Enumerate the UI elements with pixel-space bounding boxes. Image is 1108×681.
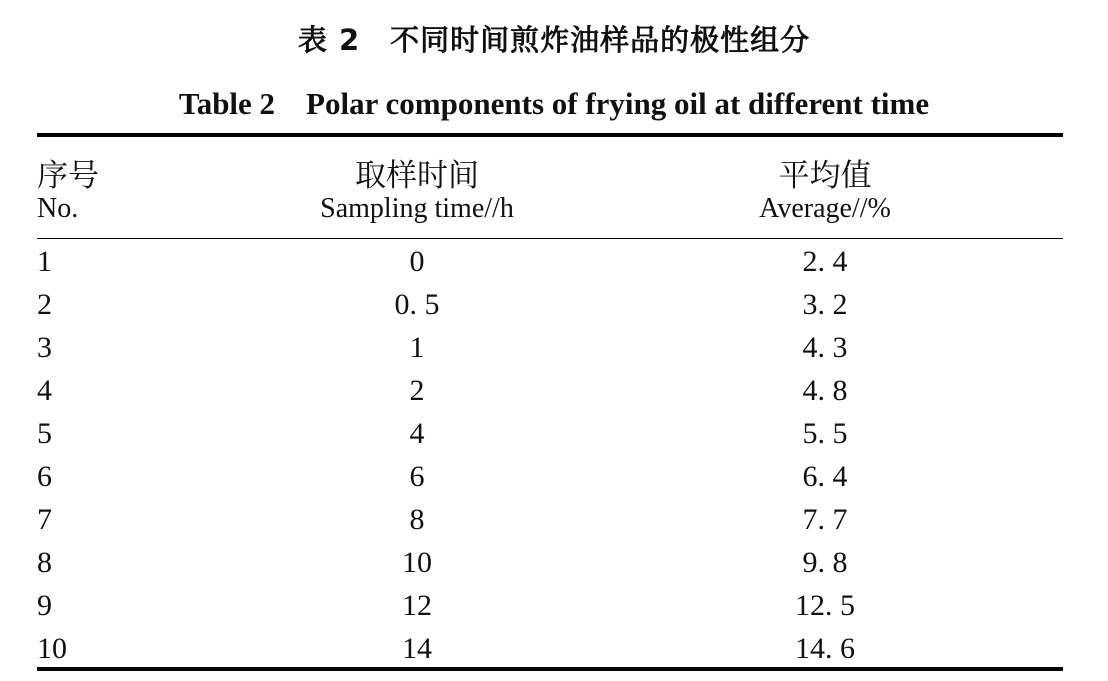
table-row — [0, 241, 1108, 284]
cell-no: 4 — [37, 374, 52, 407]
cell-avg: 6. 4 — [802, 460, 848, 493]
table-row — [0, 585, 1108, 628]
table-row — [0, 370, 1108, 413]
cell-time: 14 — [402, 632, 432, 665]
cell-avg: 12. 5 — [795, 589, 855, 622]
cell-no: 8 — [37, 546, 52, 579]
cell-time: 12 — [402, 589, 432, 622]
cell-no: 10 — [37, 632, 67, 665]
table-body — [0, 241, 1108, 671]
cell-no: 9 — [37, 589, 52, 622]
cell-avg: 4. 3 — [802, 331, 848, 364]
cell-time: 10 — [402, 546, 432, 579]
cell-time: 6 — [409, 460, 425, 493]
header-avg-cn: 平均值 — [778, 158, 872, 194]
table-row — [0, 628, 1108, 671]
cell-avg: 3. 2 — [802, 288, 848, 321]
table-row — [0, 413, 1108, 456]
header-rule — [37, 238, 1063, 239]
cell-avg: 5. 5 — [802, 417, 848, 450]
cell-no: 2 — [37, 288, 52, 321]
cell-time: 8 — [409, 503, 425, 536]
bottom-rule — [37, 667, 1063, 671]
cell-avg: 9. 8 — [802, 546, 848, 579]
header-avg-en: Average//% — [759, 193, 891, 224]
table-row — [0, 456, 1108, 499]
cell-avg: 7. 7 — [802, 503, 848, 536]
cell-avg: 4. 8 — [802, 374, 848, 407]
cell-time: 1 — [409, 331, 425, 364]
cell-time: 2 — [409, 374, 425, 407]
header-time-en: Sampling time//h — [320, 193, 514, 224]
header-time-cn: 取样时间 — [355, 158, 479, 194]
table-row — [0, 284, 1108, 327]
table-row — [0, 499, 1108, 542]
cell-avg: 2. 4 — [802, 245, 848, 278]
header-no-en: No. — [37, 193, 79, 224]
cell-no: 6 — [37, 460, 52, 493]
top-rule — [37, 133, 1063, 137]
table-title-chinese: 表 2 不同时间煎炸油样品的极性组分 — [297, 23, 811, 57]
header-no-cn: 序号 — [37, 158, 99, 194]
cell-time: 4 — [409, 417, 425, 450]
cell-time: 0 — [409, 245, 425, 278]
cell-no: 1 — [37, 245, 52, 278]
cell-time: 0. 5 — [394, 288, 440, 321]
cell-no: 5 — [37, 417, 52, 450]
cell-no: 3 — [37, 331, 52, 364]
table-row — [0, 327, 1108, 370]
cell-avg: 14. 6 — [795, 632, 855, 665]
cell-no: 7 — [37, 503, 52, 536]
table-title-english: Table 2 Polar components of frying oil at different time — [178, 86, 930, 121]
table-row — [0, 542, 1108, 585]
